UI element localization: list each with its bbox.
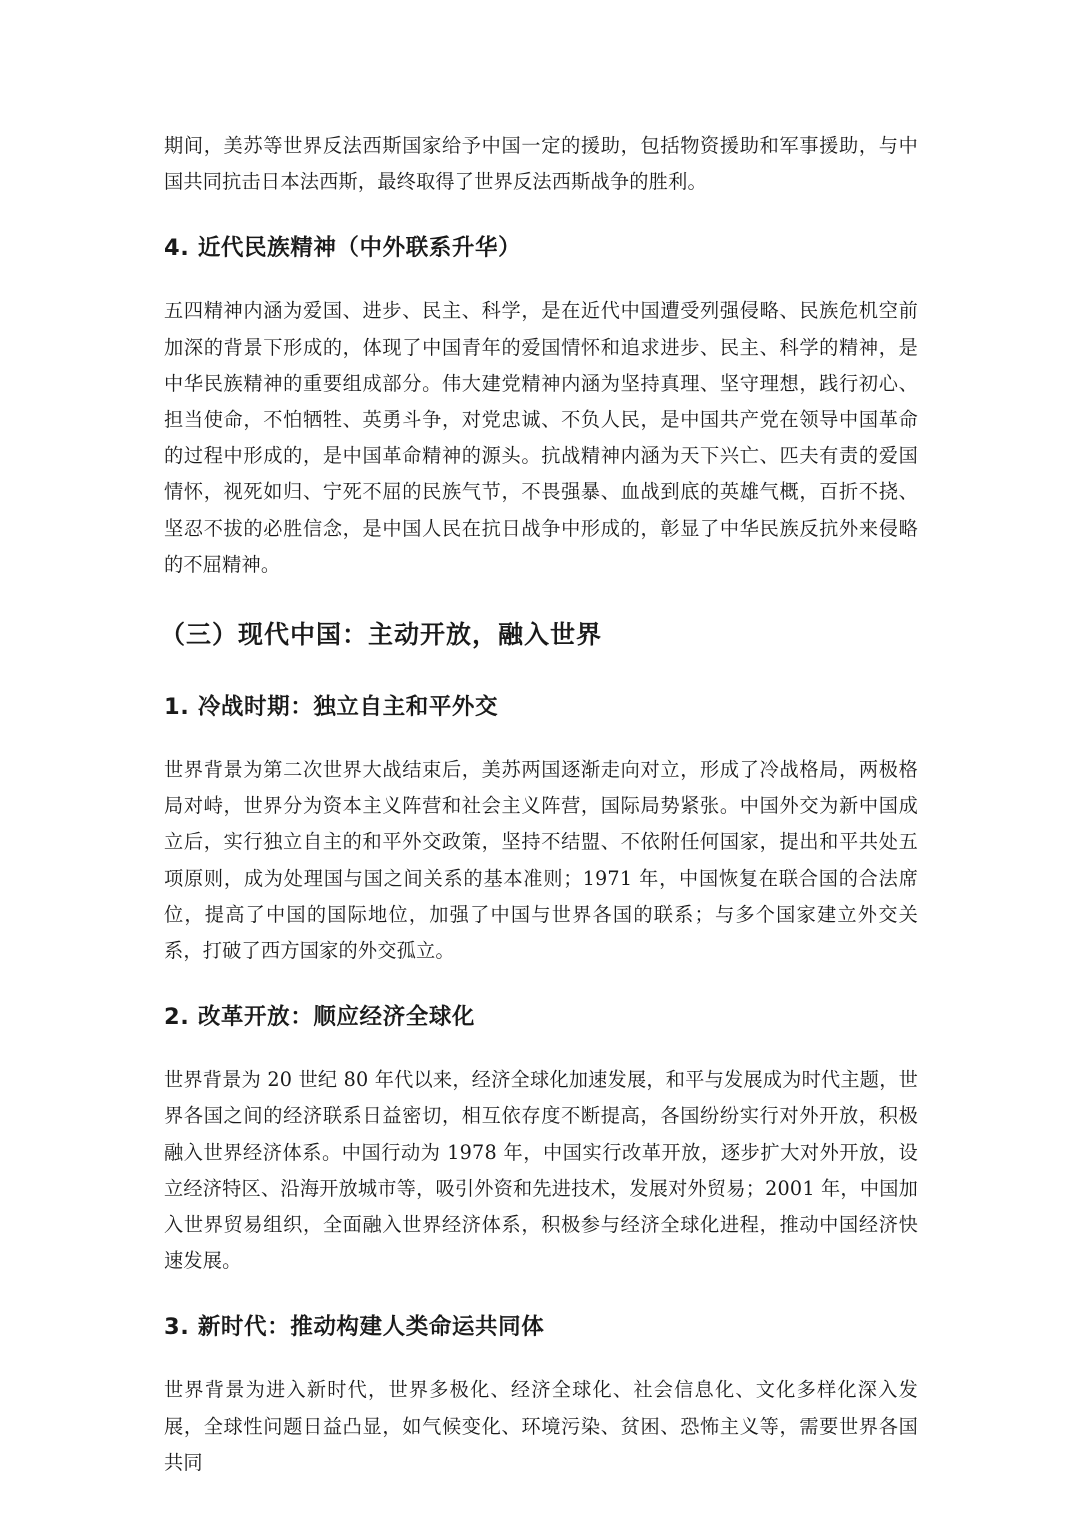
paragraph-reform-opening: 世界背景为 20 世纪 80 年代以来，经济全球化加速发展，和平与发展成为时代主题，世界各国之间的经济联系日益密切，相互依存度不断提高，各国纷纷实行对外开放，积极融入世界经济体系。中国行动为 1978 年，中国实行改革开放，逐步扩大对外开放，设立经济特区、沿海开放城市等，吸引外资和先进技术，发展对外贸易；2001 年，中国加入世界贸易组织，全面融入世界经济体系，积极参与经济全球化进程，推动中国经济快速发展。 — [164, 1068, 918, 1273]
page-content — [160, 128, 918, 1481]
heading-reform-opening: 2. 改革开放：顺应经济全球化 — [164, 1004, 476, 1031]
paragraph-national-spirit: 五四精神内涵为爱国、进步、民主、科学，是在近代中国遭受列强侵略、民族危机空前加深的背景下形成的，体现了中国青年的爱国情怀和追求进步、民主、科学的精神，是中华民族精神的重要组成部分。伟大建党精神内涵为坚持真理、坚守理想，践行初心、担当使命，不怕牺牲、英勇斗争，对党忠诚、不负人民，是中国共产党在领导中国革命的过程中形成的，是中国革命精神的源头。抗战精神内涵为天下兴亡、匹夫有责的爱国情怀，视死如归、宁死不屈的民族气节，不畏强暴、血战到底的英雄气概，百折不挠、坚忍不拔的必胜信念，是中国人民在抗日战争中形成的，彰显了中华民族反抗外来侵略的不屈精神。 — [164, 299, 918, 576]
paragraph-new-era: 世界背景为进入新时代，世界多极化、经济全球化、社会信息化、文化多样化深入发展，全球性问题日益凸显，如气候变化、环境污染、贫困、恐怖主义等，需要世界各国共同 — [164, 1378, 918, 1474]
heading-cold-war: 1. 冷战时期：独立自主和平外交 — [164, 694, 499, 721]
section-heading-modern-china: （三）现代中国：主动开放，融入世界 — [160, 620, 603, 650]
heading-new-era: 3. 新时代：推动构建人类命运共同体 — [164, 1314, 545, 1341]
heading-modern-national-spirit: 4. 近代民族精神（中外联系升华） — [164, 235, 522, 262]
paragraph-cold-war: 世界背景为第二次世界大战结束后，美苏两国逐渐走向对立，形成了冷战格局，两极格局对峙，世界分为资本主义阵营和社会主义阵营，国际局势紧张。中国外交为新中国成立后，实行独立自主的和平外交政策，坚持不结盟、不依附任何国家，提出和平共处五项原则，成为处理国与国之间关系的基本准则；1971 年，中国恢复在联合国的合法席位，提高了中国的国际地位，加强了中国与世界各国的联系；与多个国家建立外交关系，打破了西方国家的外交孤立。 — [164, 758, 918, 963]
paragraph-wwii-aid: 期间，美苏等世界反法西斯国家给予中国一定的援助，包括物资援助和军事援助，与中国共同抗击日本法西斯，最终取得了世界反法西斯战争的胜利。 — [164, 134, 918, 194]
